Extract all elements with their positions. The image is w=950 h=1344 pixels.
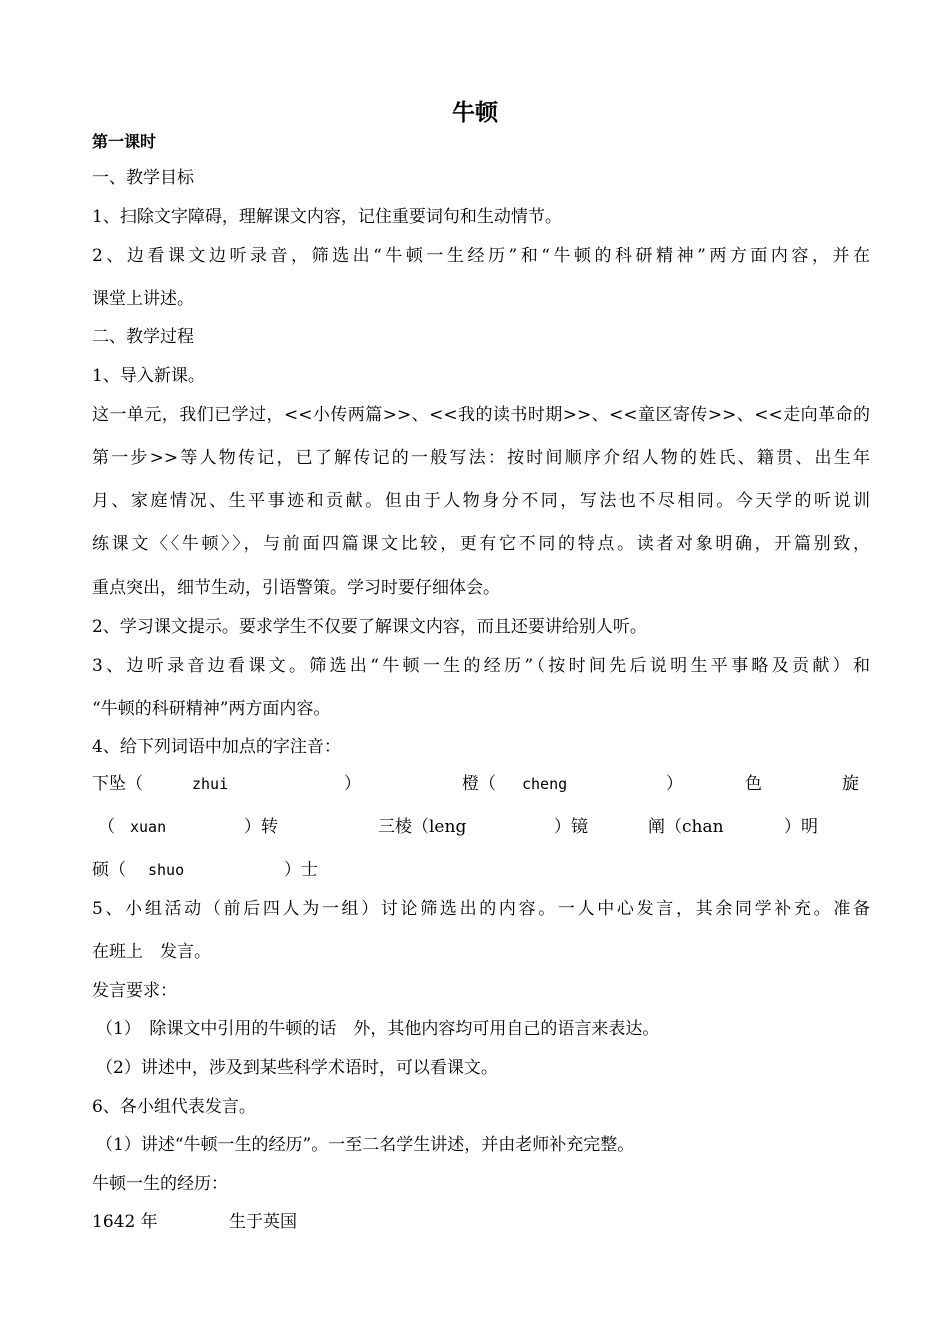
word-chan-pinyin: 阐（chan: [648, 817, 724, 837]
paragraph-line: 月、家庭情况、生平事迹和贡献。但由于人物身分不同，写法也不尽相同。今天学的听说训: [92, 491, 870, 511]
step-item-continued: “牛顿的科研精神”两方面内容。: [92, 699, 331, 719]
requirement-item: （2）讲述中，涉及到某些科学术语时，可以看课文。: [96, 1058, 498, 1078]
step-item-continued: 在班上 发言。: [92, 942, 211, 962]
goal-item: 2、边看课文边听录音，筛选出“牛顿一生经历”和“牛顿的科研精神”两方面内容，并在: [92, 246, 870, 266]
word-jing: ）镜: [554, 817, 588, 837]
section-heading-process: 二、教学过程: [92, 327, 194, 347]
step-item: 5、小组活动（前后四人为一组）讨论筛选出的内容。一人中心发言，其余同学补充。准备: [92, 899, 870, 919]
step-item: 4、给下列词语中加点的字注音：: [92, 737, 341, 757]
step-item: 1、导入新课。: [92, 366, 205, 386]
requirement-item: （1） 除课文中引用的牛顿的话 外，其他内容均可用自己的语言来表达。: [96, 1019, 660, 1039]
pinyin-xuan: xuan: [130, 818, 167, 836]
pinyin-cheng: cheng: [522, 775, 568, 793]
word-shuo: 硕（: [92, 860, 126, 880]
goal-item: 1、扫除文字障碍，理解课文内容，记住重要词句和生动情节。: [92, 207, 562, 227]
paragraph-line: 这一单元，我们已学过，<<小传两篇>>、<<我的读书时期>>、<<童区寄传>>、<<走向革命的: [92, 405, 870, 425]
step-item: 3、边听录音边看课文。筛选出“牛顿一生的经历”（按时间先后说明生平事略及贡献）和: [92, 656, 870, 676]
word-xiazhui: 下坠（: [92, 774, 143, 794]
timeline-heading: 牛顿一生的经历：: [92, 1174, 228, 1194]
bracket-open: （: [98, 817, 115, 837]
word-ming: ）明: [784, 817, 818, 837]
pinyin-zhui: zhui: [192, 775, 229, 793]
paragraph-line: 第一步>>等人物传记，已了解传记的一般写法：按时间顺序介绍人物的姓氏、籍贯、出生年: [92, 448, 870, 468]
word-cheng: 橙（: [462, 774, 496, 794]
pinyin-shuo: shuo: [148, 861, 185, 879]
step-item: 6、各小组代表发言。: [92, 1097, 256, 1117]
page-title: 牛顿: [452, 100, 498, 126]
word-xuan: 旋: [842, 774, 859, 794]
sub-step-item: （1）讲述“牛顿一生的经历”。一至二名学生讲述，并由老师补充完整。: [96, 1135, 635, 1155]
bracket-close: ）: [666, 774, 683, 794]
bracket-close: ）: [344, 774, 361, 794]
section-heading-goals: 一、教学目标: [92, 168, 194, 188]
paragraph-line: 练课文〈〈牛顿〉〉，与前面四篇课文比较，更有它不同的特点。读者对象明确，开篇别致，: [92, 534, 870, 554]
requirements-heading: 发言要求：: [92, 981, 177, 1001]
step-item: 2、学习课文提示。要求学生不仅要了解课文内容，而且还要讲给别人听。: [92, 617, 647, 637]
word-se: 色: [745, 774, 762, 794]
timeline-year: 1642 年: [92, 1212, 158, 1232]
timeline-event: 生于英国: [229, 1212, 297, 1232]
word-zhuan: ）转: [244, 817, 278, 837]
paragraph-line: 重点突出，细节生动，引语警策。学习时要仔细体会。: [92, 578, 500, 598]
lesson-heading: 第一课时: [92, 132, 157, 151]
word-sanleng-pinyin: 三棱（leng: [378, 817, 467, 837]
goal-item-continued: 课堂上讲述。: [92, 289, 194, 309]
word-shi: ）士: [284, 860, 318, 880]
